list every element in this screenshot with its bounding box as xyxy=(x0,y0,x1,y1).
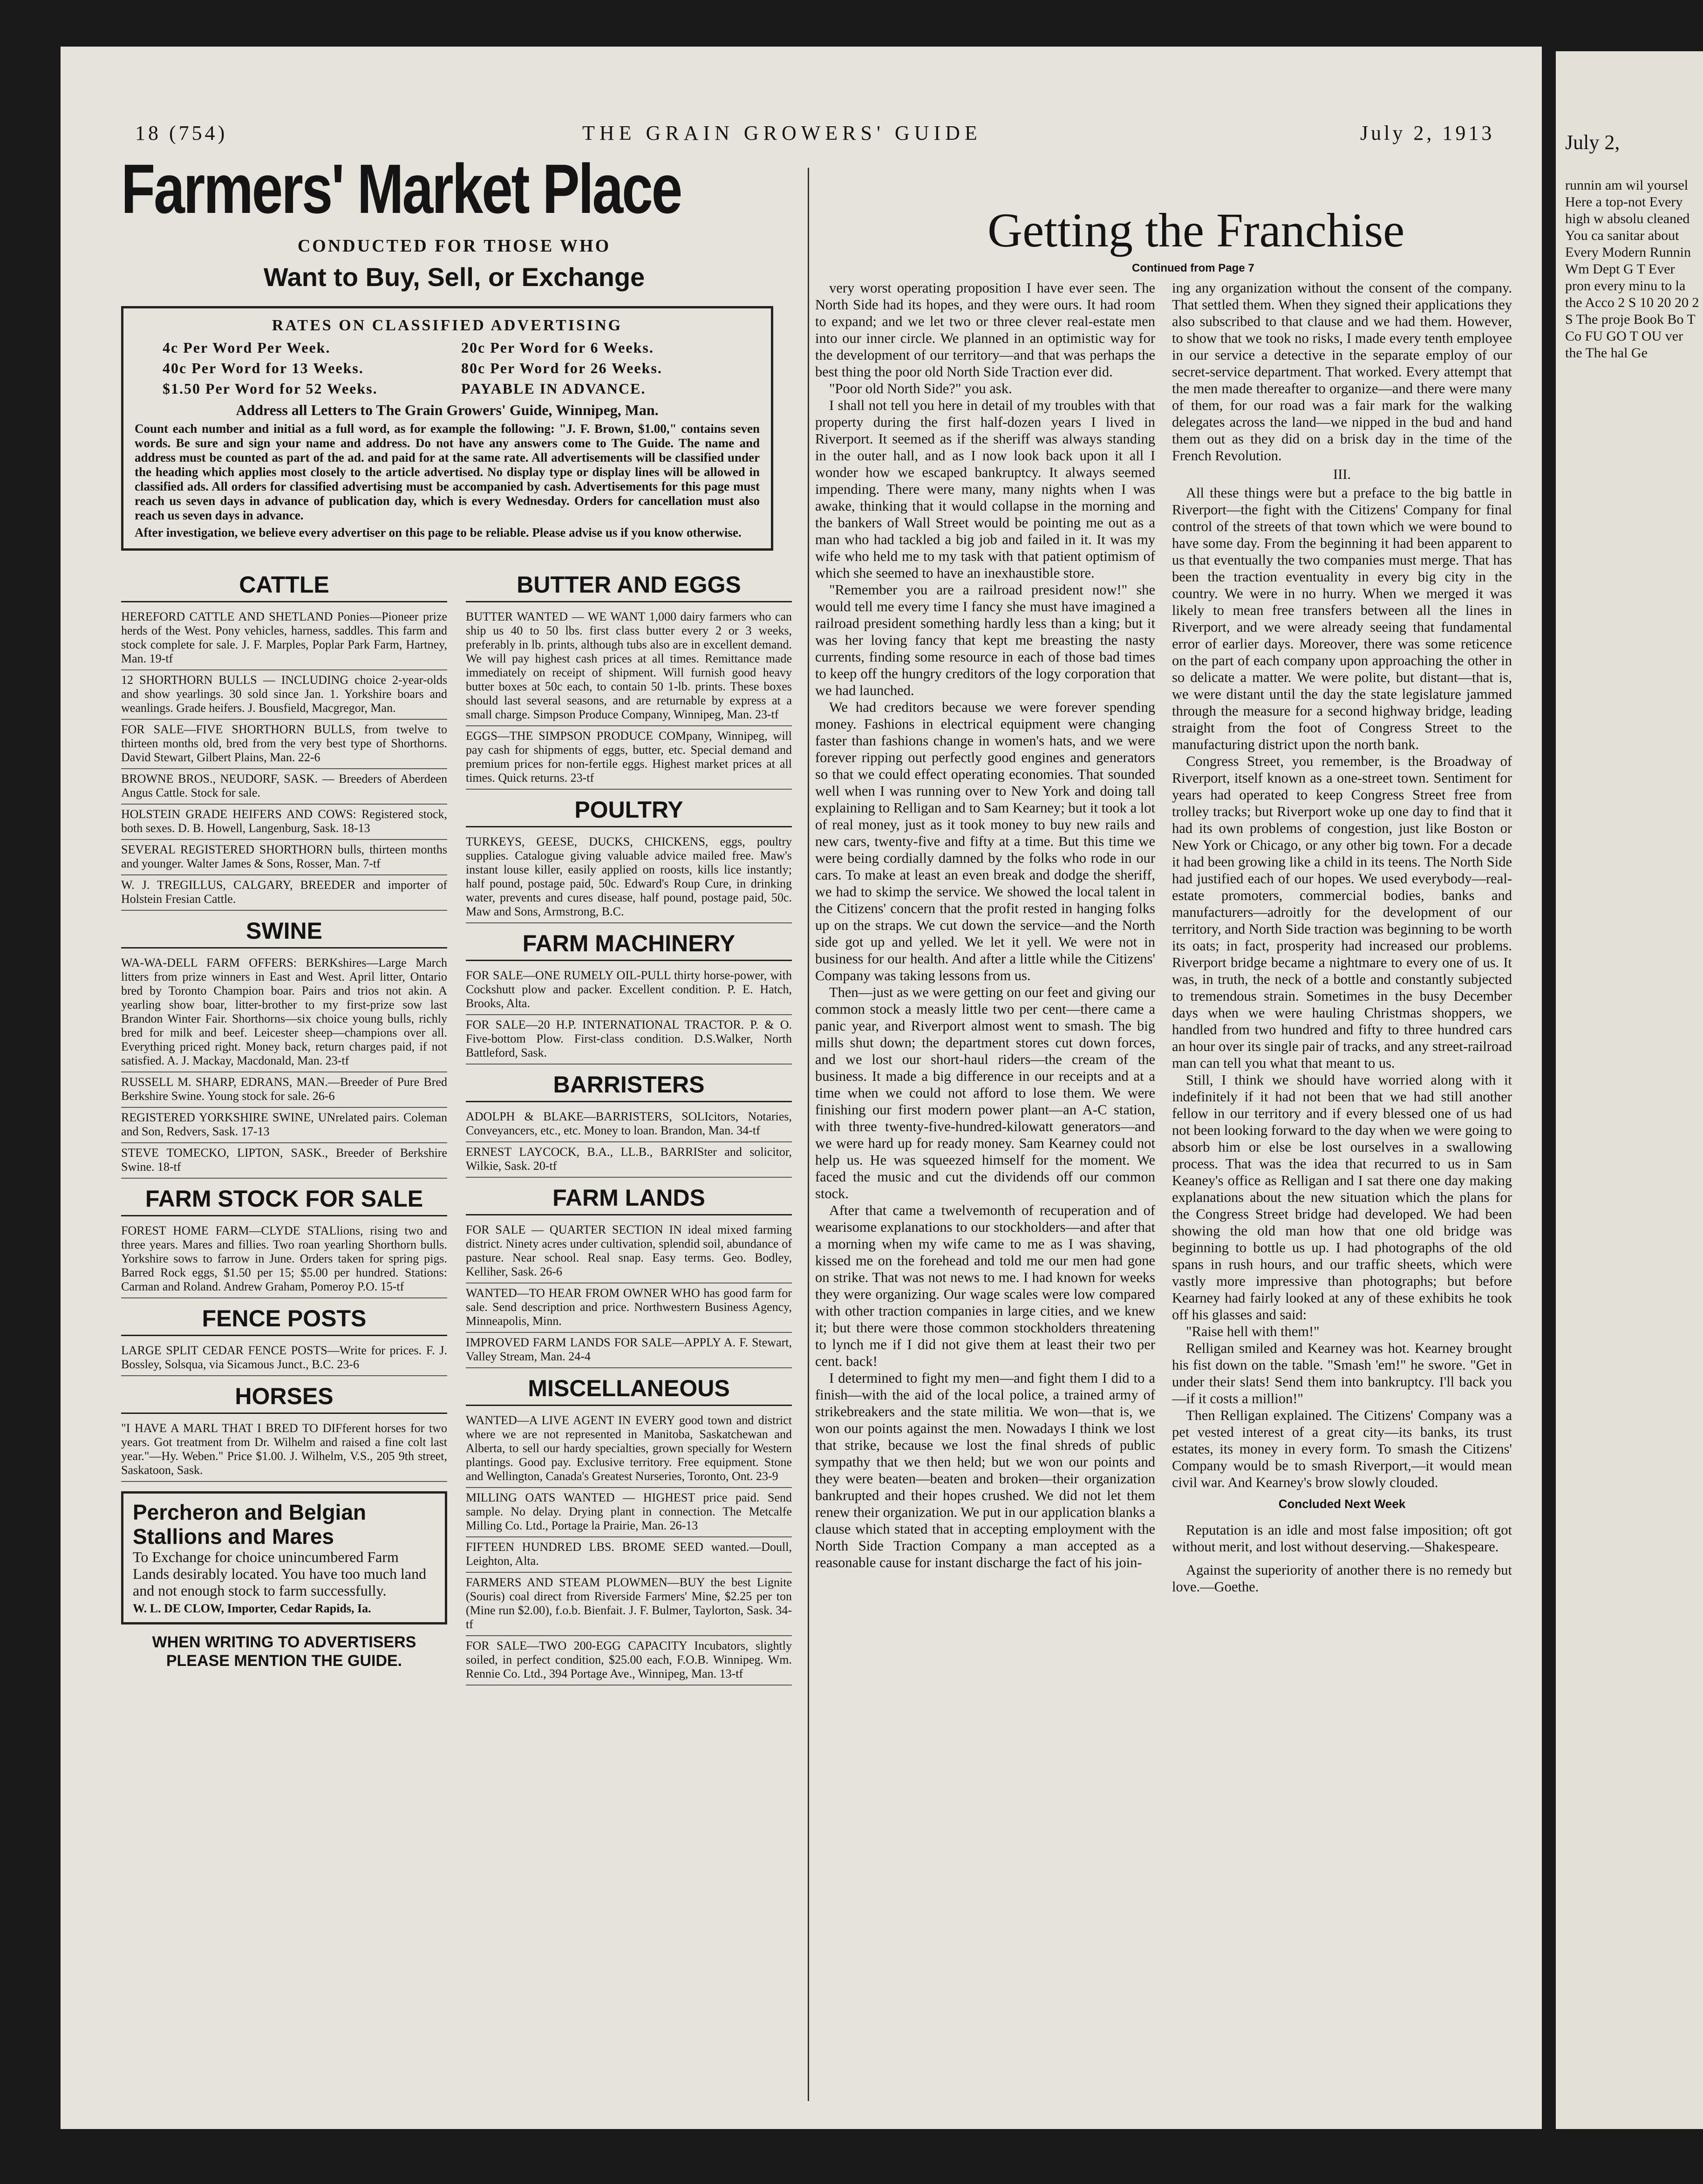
classified-ad: FOR SALE—TWO 200-EGG CAPACITY Incubators, slightly soiled, in perfect condition, $25.00 each, F.O.B. Winnipeg. Wm. Rennie Co. Ltd., 394 Portage Ave., Winnipeg, Man. 13-tf xyxy=(466,1636,792,1686)
rates-address: Address all Letters to The Grain Growers' Guide, Winnipeg, Man. xyxy=(236,402,659,418)
section-heading-farm-stock: FARM STOCK FOR SALE xyxy=(121,1185,447,1216)
display-ad-signature: W. L. DE CLOW, Importer, Cedar Rapids, Ia. xyxy=(133,1602,371,1615)
classified-ad: ERNEST LAYCOCK, B.A., LL.B., BARRISter and solicitor, Wilkie, Sask. 20-tf xyxy=(466,1142,792,1178)
market-title: Farmers' Market Place xyxy=(121,154,681,228)
classified-ad: BROWNE BROS., NEUDORF, SASK. — Breeders of Aberdeen Angus Cattle. Stock for sale. xyxy=(121,769,447,805)
rate: 4c Per Word Per Week. xyxy=(163,339,331,356)
classified-ad: FOR SALE—20 H.P. INTERNATIONAL TRACTOR. P. & O. Five-bottom Plow. First-class condition. D.S.Walker, North Battleford, Sask. xyxy=(466,1015,792,1065)
facing-page-date: July 2, xyxy=(1565,131,1620,154)
classified-ad: "I HAVE A MARL THAT I BRED TO DIFferent horses for two years. Got treatment from Dr. Wilhelm and raised a fine colt last year."—Hy. Weben." Price $1.00. J. Wilhelm, V.S., 205 9th street, Saskatoon, Sask. xyxy=(121,1419,447,1482)
rates-note: Count each number and initial as a full word, as for example the following: "J. F. Brown, $1.00," contains seven words. Be sure and sign your name and address. Do not have any answers come to The Guide. The name and address must be counted as part of the ad. and paid for at the same rate. All advertisements will be classified under the heading which applies most closely to the article advertised. No display type or display lines will be allowed in classified ads. All orders for classified advertising must be accompanied by cash. Advertisements for this page must reach us seven days in advance of publication day, which is every Wednesday. Orders for cancellation must also reach us seven days in advance. xyxy=(135,422,760,522)
rate: 80c Per Word for 26 Weeks. xyxy=(461,360,662,376)
classified-ad: LARGE SPLIT CEDAR FENCE POSTS—Write for prices. F. J. Bossley, Solsqua, via Sicamous Junct., B.C. 23-6 xyxy=(121,1341,447,1376)
issue-date: July 2, 1913 xyxy=(1360,122,1495,144)
newspaper-page xyxy=(61,47,1542,2129)
classified-ad: FOREST HOME FARM—CLYDE STALlions, rising two and three years. Mares and fillies. Two roan yearling Shorthorn bulls. Yorkshire sows to farrow in June. Orders taken for spring pigs. Barred Rock eggs, $1.50 per 15; $5.00 per hundred. Stations: Carman and Roland. Andrew Graham, Pomeroy P.O. 15-tf xyxy=(121,1221,447,1298)
paragraph: After that came a twelvemonth of recuperation and of wearisome explanations to our stockholders—and after that a morning when my wife came to me as I was shaving, kissed me on the forehead and told me our men had gone on strike. That was not news to me. I had known for weeks they were organizing. Our wage scales were low compared with other traction companies in large cities, and we knew it; but there were those common stockholders threatening to lynch me if I did not give them at least their two per cent. back! xyxy=(815,1202,1155,1369)
article-columns xyxy=(815,280,1528,1595)
paragraph: very worst operating proposition I have ever seen. The North Side had its hopes, and they were ours. It had room to expand; and we let two or three clever real-estate men into our inner circle. We planned in an optimistic way for the development of our territory—and that was perhaps the best thing the poor old North Side Traction ever did. xyxy=(815,280,1155,380)
display-ad-text: To Exchange for choice unincumbered Farm Lands desirably located. You have too much land and not enough stock to farm successfully. xyxy=(133,1549,427,1599)
classified-ad: IMPROVED FARM LANDS FOR SALE—APPLY A. F. Stewart, Valley Stream, Man. 24-4 xyxy=(466,1333,792,1368)
classified-ad: HEREFORD CATTLE AND SHETLAND Ponies—Pioneer prize herds of the West. Pony vehicles, harness, saddles. This farm and stock complete for sale. J. F. Marples, Poplar Park Farm, Hartney, Man. 19-tf xyxy=(121,607,447,670)
classified-ad: BUTTER WANTED — WE WANT 1,000 dairy farmers who can ship us 40 to 50 lbs. first class butter every 2 or 3 weeks, preferably in lb. prints, although tubs also are in excellent demand. We will pay highest cash prices at all times. Remittance made immediately on receipt of shipment. Will furnish good heavy butter boxes at 50c each, to contain 50 1-lb. prints. These boxes should last several seasons, and are returnable by express at a small charge. Simpson Produce Company, Winnipeg, Man. 23-tf xyxy=(466,607,792,726)
classified-ad: 12 SHORTHORN BULLS — INCLUDING choice 2-year-olds and show yearlings. 30 sold since Jan. 1. Yorkshire boars and weanlings. Grade heifers. J. Bousfield, Macgregor, Man. xyxy=(121,670,447,720)
market-tagline: Want to Buy, Sell, or Exchange xyxy=(263,262,645,292)
article-body xyxy=(815,205,1528,2115)
paragraph: "Poor old North Side?" you ask. xyxy=(829,381,1012,396)
rate: PAYABLE IN ADVANCE. xyxy=(461,380,646,397)
quote: Against the superiority of another there is no remedy but love.—Goethe. xyxy=(1172,1562,1512,1595)
classified-ad: EGGS—THE SIMPSON PRODUCE COMpany, Winnipeg, will pay cash for shipments of eggs, butter, etc. Special demand and premium prices for non-fertile eggs. Highest market prices at all times. Quick returns. 23-tf xyxy=(466,726,792,790)
classified-ad: FOR SALE—FIVE SHORTHORN BULLS, from twelve to thirteen months old, bred from the very best type of Shorthorns. David Stewart, Gilbert Plains, Man. 22-6 xyxy=(121,720,447,769)
classified-ad: FOR SALE — QUARTER SECTION IN ideal mixed farming district. Ninety acres under cultivation, splendid soil, abundance of pasture. Near school. Real snap. Easy terms. Geo. Bodley, Kelliher, Sask. 26-6 xyxy=(466,1220,792,1283)
paragraph: Then Relligan explained. The Citizens' Company was a pet vested interest of a great city—its banks, its trust estates, its money in every form. To smash the Citizens' Company would be to smash Riverport,—it would mean civil war. And Kearney's brow slowly clouded. xyxy=(1172,1407,1512,1490)
section-heading-fence-posts: FENCE POSTS xyxy=(121,1305,447,1336)
market-place-section xyxy=(121,154,852,2110)
paragraph: "Raise hell with them!" xyxy=(1186,1324,1320,1339)
paragraph: Still, I think we should have worried along with it indefinitely if it had not been that we had still another fellow in our territory and if every blessed one of us had not been looking forward to the day when we were going to absorb him or else be lost ourselves in a swallowing process. That was the idea that recurred to us in Sam Keaney's office as Relligan and I sat there one day making explanations about the new situation which the plans for the Congress Street bridge had developed. We had been showing the old man how that one old bridge was beginning to bottle us up. I had photographs of the old spans in rush hours, and our traffic sheets, which were vastly more impressive than photographs; but before Kearney had fairly looked at any of these exhibits he took off his glasses and said: xyxy=(1172,1072,1512,1323)
section-heading-miscellaneous: MISCELLANEOUS xyxy=(466,1375,792,1406)
classified-ad: SEVERAL REGISTERED SHORTHORN bulls, thirteen months and younger. Walter James & Sons, Rosser, Man. 7-tf xyxy=(121,840,447,875)
classified-ad: HOLSTEIN GRADE HEIFERS AND COWS: Registered stock, both sexes. D. B. Howell, Langenburg, Sask. 18-13 xyxy=(121,805,447,840)
chapter-numeral: III. xyxy=(1333,466,1351,482)
rates-title: RATES ON CLASSIFIED ADVERTISING xyxy=(272,317,623,334)
section-heading-poultry: POULTRY xyxy=(466,796,792,827)
paragraph: Relligan smiled and Kearney was hot. Kearney brought his fist down on the table. "Smash 'em!" he swore. "Get in under their slats! Send them into bankruptcy. I'll back you—if it costs a million!" xyxy=(1172,1340,1512,1406)
classified-left-column xyxy=(121,565,447,1686)
section-heading-butter-eggs: BUTTER AND EGGS xyxy=(466,571,792,602)
page-number: 18 (754) xyxy=(135,122,228,144)
paragraph: All these things were but a preface to the big battle in Riverport—the fight with the Citizens' Company for final control of the streets of that town which we were bound to have some day. From the beginning it had been apparent to us that eventually the two companies must merge. That has been the traction eventuality in every big city in the country. We were in no hurry. When we merged it was likely to mean free transfers between all the lines in Riverport, and we were already seeing that fundamental error of earlier days. Moreover, there was some reticence on the part of each company upon approaching the other in so delicate a matter. We were polite, but distant—that is, we were distant until the day the state legislature jammed through the measure for a second highway bridge, leading straight from the foot of Congress Street to the manufacturing district upon the north bank. xyxy=(1172,485,1512,752)
classified-ad: FIFTEEN HUNDRED LBS. BROME SEED wanted.—Doull, Leighton, Alta. xyxy=(466,1537,792,1573)
paragraph: I shall not tell you here in detail of my troubles with that property during the first half-dozen years I lived in Riverport. It seemed as if the sheriff was always standing in the outer hall, and as I now look back upon it all I wonder how we escaped bankruptcy. It always seemed impending. There were many, many nights when I was awake, thinking that it would collapse in the morning and the bankers of Wall Street would be pointing me out as a man who had tackled a big job and failed in it. It was my wife who held me to my task with that patient optimism of which she seemed to have an inexhaustible store. xyxy=(815,397,1155,581)
quote: Reputation is an idle and most false imposition; oft got without merit, and lost without deserving.—Shakespeare. xyxy=(1172,1522,1512,1555)
advertiser-notice: WHEN WRITING TO ADVERTISERS PLEASE MENTION THE GUIDE. xyxy=(152,1633,416,1670)
section-heading-farm-lands: FARM LANDS xyxy=(466,1184,792,1215)
market-subtitle: CONDUCTED FOR THOSE WHO xyxy=(297,236,611,256)
rate: $1.50 Per Word for 52 Weeks. xyxy=(163,380,378,397)
paragraph: Congress Street, you remember, is the Broadway of Riverport, itself known as a one-street town. Sentiment for years had operated to keep Congress Street free from trolley tracks; but Riverport woke up one day to find that it had its own problems of congestion, just like Boston or New York or Chicago, or any other big town. For a decade it had been growing like a child in its teens. The North Side had justified each of our hopes. We used everybody—real-estate promoters, commercial bodies, banks and manufacturers—adroitly for the development of our territory, and North Side traction was beginning to be worth its oats; in fact, prosperity had increased our problems. Riverport bridge became a nightmare to every one of us. It was, in truth, the neck of a bottle and constantly subjected to tremendous strain. Sometimes in the busy December days when we were hauling Christmas shoppers, we handled from two hundred and fifty to three hundred cars an hour over its single pair of tracks, and any street-railroad man can tell you what that meant to us. xyxy=(1172,753,1512,1071)
article-column-2 xyxy=(1172,280,1512,1595)
classified-ad: STEVE TOMECKO, LIPTON, SASK., Breeder of Berkshire Swine. 18-tf xyxy=(121,1143,447,1179)
section-heading-barristers: BARRISTERS xyxy=(466,1071,792,1102)
classified-right-column xyxy=(466,565,792,1686)
display-ad-title: Percheron and Belgian Stallions and Mares xyxy=(133,1500,367,1549)
classified-ad: FARMERS AND STEAM PLOWMEN—BUY the best Lignite (Souris) coal direct from Riverside Farmers' Mine, $2.25 per ton (Mine run $2.00), f.o.b. Bienfait. J. F. Bulmer, Taylorton, Sask. 34-tf xyxy=(466,1573,792,1636)
paragraph: ing any organization without the consent of the company. That settled them. When they signed their applications they also subscribed to that clause and we had them. However, to show that we took no risks, I made every tenth employee in our service a detective in the separate employ of our secret-service department. That worked. Every attempt that the men made thereafter to organize—and there were many of them, for our road was a fair mark for the walking delegates across the land—we nipped in the bud and hand them out as they did on a brisk day in the time of the French Revolution. xyxy=(1172,280,1512,464)
classified-ad: TURKEYS, GEESE, DUCKS, CHICKENS, eggs, poultry supplies. Catalogue giving valuable advice mailed free. Maw's instant louse killer, easily applied on roosts, kills lice instantly; half pound, postage paid, 50c. Edward's Roup Cure, in drinking water, prevents and cures disease, half pound, postage paid, 50c. Maw and Sons, Armstrong, B.C. xyxy=(466,832,792,923)
article-continued-note: Continued from Page 7 xyxy=(1132,262,1254,274)
facing-page-fragments: runnin am wil yoursel Here a top-not Every high w absolu cleaned You ca sanitar about Every Modern Runnin Wm Dept G T Ever pron every minu to la the Acco 2 S 10 20 20 2 S The proje Book Bo T Co FU GO T OU ver the The hal Ge xyxy=(1565,177,1699,361)
article-title: Getting the Franchise xyxy=(988,204,1405,257)
rates-note-reliability: After investigation, we believe every advertiser on this page to be reliable. Please advise us if you know otherwise. xyxy=(135,526,742,539)
masthead: THE GRAIN GROWERS' GUIDE xyxy=(582,122,982,144)
rates-grid xyxy=(135,337,760,399)
classified-ad: WANTED—TO HEAR FROM OWNER WHO has good farm for sale. Send description and price. Northwestern Business Agency, Minneapolis, Minn. xyxy=(466,1283,792,1333)
classified-ad: W. J. TREGILLUS, CALGARY, BREEDER and importer of Holstein Fresian Cattle. xyxy=(121,875,447,911)
classified-ad: RUSSELL M. SHARP, EDRANS, MAN.—Breeder of Pure Bred Berkshire Swine. Young stock for sale. 26-6 xyxy=(121,1072,447,1108)
classified-ad: ADOLPH & BLAKE—BARRISTERS, SOLIcitors, Notaries, Conveyancers, etc., etc. Money to loan. Brandon, Man. 34-tf xyxy=(466,1107,792,1142)
section-heading-horses: HORSES xyxy=(121,1383,447,1414)
section-heading-farm-machinery: FARM MACHINERY xyxy=(466,930,792,961)
classified-ad: WA-WA-DELL FARM OFFERS: BERKshires—Large March litters from prize winners in East and West. April litter, Ontario bred by Toronto Champion boar. Pairs and trios not akin. A yearling show boar, litter-brother to my first-prize sow last Brandon Winter Fair. Shorthorns—six choice young bulls, richly bred for milk and beef. Leicester sheep—champions over all. Everything priced right. Money back, return charges paid, if not satisfied. A. J. Mackay, Macdonald, Man. 23-tf xyxy=(121,953,447,1072)
classified-ad: REGISTERED YORKSHIRE SWINE, UNrelated pairs. Coleman and Son, Redvers, Sask. 17-13 xyxy=(121,1108,447,1143)
classified-ad: MILLING OATS WANTED — HIGHEST price paid. Send sample. No delay. Drying plant in connection. The Metcalfe Milling Co. Ltd., Portage la Prairie, Man. 26-13 xyxy=(466,1488,792,1537)
section-heading-swine: SWINE xyxy=(121,917,447,949)
classified-columns xyxy=(121,565,792,1686)
rate: 20c Per Word for 6 Weeks. xyxy=(461,339,654,356)
article-column-1 xyxy=(815,280,1155,1595)
percheron-display-ad xyxy=(121,1491,447,1624)
rate: 40c Per Word for 13 Weeks. xyxy=(163,360,364,376)
classified-ad: FOR SALE—ONE RUMELY OIL-PULL thirty horse-power, with Cockshutt plow and packer. Excellent condition. P. E. Hatch, Brooks, Alta. xyxy=(466,966,792,1015)
classified-ad: WANTED—A LIVE AGENT IN EVERY good town and district where we are not represented in Manitoba, Saskatchewan and Alberta, to sell our hardy specialties, grown specially for Western plantings. Good pay. Exclusive territory. Free equipment. Stone and Wellington, Canada's Greatest Nurseries, Toronto, Ont. 23-9 xyxy=(466,1411,792,1488)
concluded-next-week: Concluded Next Week xyxy=(1278,1497,1406,1511)
paragraph: We had creditors because we were forever spending money. Fashions in electrical equipment were changing faster than fashions change in women's hats, and we were forever ripping out perfectly good engines and generators so that we could effect operating economies. That sounded well when I was running over to New York and doing tall explaining to Relligan and to Sam Kearney; but it took a lot of real money, just as it took money to buy new rails and new cars, twenty-five and fifty at a time. But this time we were being cordially damned by the folks who rode in our cars. To make at least an even break and dodge the sheriff, we had to skimp the service. We showed the local talent in the Citizens' concern that the profit rested in hanging folks up on the straps. We cut down the service—and the North side got up and yelled. We let it yell. We were not in business for our health. And after a little while the Citizens' Company was taking lessons from us. xyxy=(815,699,1155,983)
paragraph: I determined to fight my men—and fight them I did to a finish—with the aid of the local police, a trained army of strikebreakers and the state militia. We won—that is, we won our points against the men. Nowadays I think we lost that strike, because we lost the final shreds of public sympathy that we then held; but we won our points and they were beaten—beaten and broken—their organization bankrupted and their hopes crushed. We did not let them renew their organization. We put in our application blanks a clause which stated that in accepting employment with the North Side Traction Company a man accepted as a reasonable cause for instant discharge the fact of his join- xyxy=(815,1370,1155,1570)
facing-page-edge xyxy=(1556,51,1703,2129)
rates-box xyxy=(121,306,773,551)
section-heading-cattle: CATTLE xyxy=(121,571,447,602)
paragraph: Then—just as we were getting on our feet and giving our common stock a measly little two per cent—there came a panic year, and Riverport almost went to smash. The big mills shut down; the department stores cut down forces, and we lost our short-haul riders—the cream of the business. It made a big difference in our receipts and at a time when we could not afford to lose them. We were finishing our first modern power plant—an A-C station, with three twenty-five-hundred-kilowatt generators—and we were hard up for ready money. Sam Kearney could not help us. He was squeezed himself for the moment. We faced the music and cut the dividends off our common stock. xyxy=(815,984,1155,1201)
paragraph: "Remember you are a railroad president now!" she would tell me every time I fancy she must have imagined a railroad president something hardly less than a king; but it was her loving fancy that kept me breasting the nasty currents, finding some resource in each of those bad times to keep off the hungry creditors of the logy corporation that we had launched. xyxy=(815,582,1155,698)
